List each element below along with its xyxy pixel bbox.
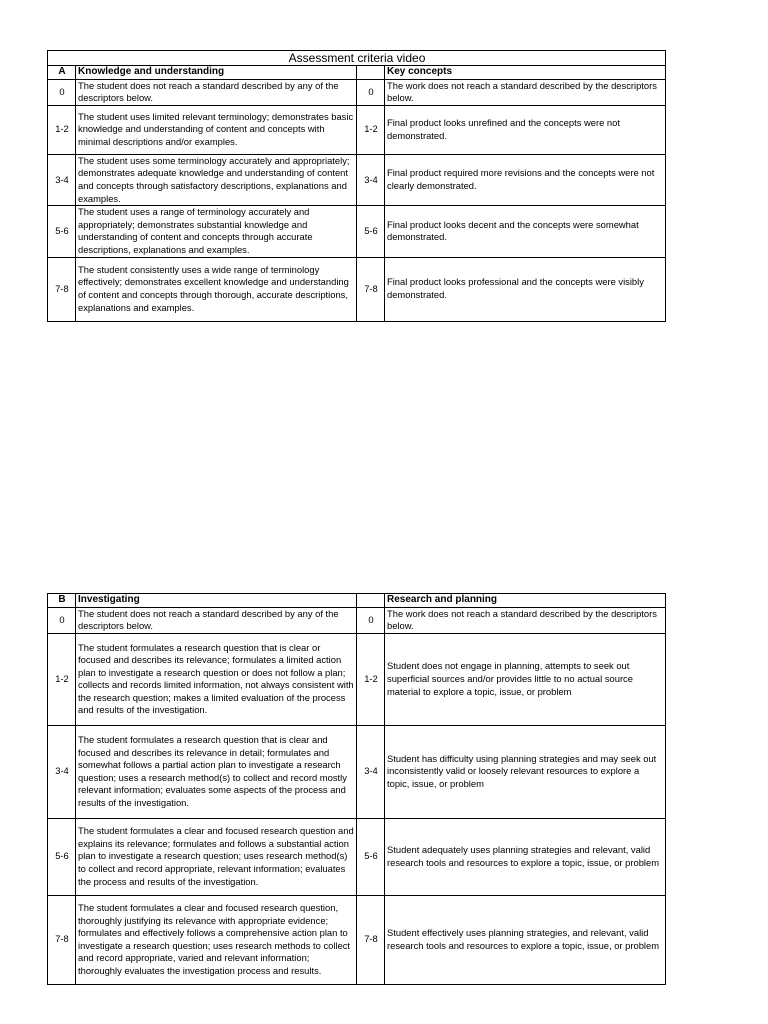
criterion-right-header: Research and planning (385, 594, 666, 608)
level-cell: 1-2 (48, 633, 76, 725)
descriptor-cell: The student formulates a research question that is clear and focused and describes its relevance in detail; formulates and somewhat follows a partial action plan to investigate a research question; uses a research method(s) to collect and record mostly relevant information; evaluates some aspects of the process and results of the investigation. (76, 725, 357, 818)
level-cell: 1-2 (357, 105, 385, 154)
criterion-a-table (47, 50, 666, 322)
level-cell: 7-8 (357, 257, 385, 321)
descriptor-cell: The student uses limited relevant terminology; demonstrates basic knowledge and understanding of content and concepts with minimal descriptions and/or examples. (76, 105, 357, 154)
table-title: Assessment criteria video (48, 51, 666, 66)
level-cell: 5-6 (48, 818, 76, 895)
descriptor-cell: The student uses some terminology accurately and appropriately; demonstrates adequate knowledge and understanding of content and concepts through satisfactory descriptions, explanations and examples. (76, 154, 357, 205)
criterion-letter: A (48, 66, 76, 80)
level-cell: 7-8 (357, 895, 385, 984)
criterion-letter: B (48, 594, 76, 608)
level-cell: 5-6 (48, 206, 76, 257)
level-cell: 0 (48, 607, 76, 633)
descriptor-cell: Final product looks decent and the concepts were somewhat demonstrated. (385, 206, 666, 257)
descriptor-cell: Student has difficulty using planning strategies and may seek out inconsistently valid or loosely relevant resources to explore a topic, issue, or problem (385, 725, 666, 818)
descriptor-cell: Student adequately uses planning strategies and relevant, valid research tools and resources to explore a topic, issue, or problem (385, 818, 666, 895)
descriptor-cell: Final product looks professional and the concepts were visibly demonstrated. (385, 257, 666, 321)
descriptor-cell: The work does not reach a standard described by the descriptors below. (385, 607, 666, 633)
descriptor-cell: Student does not engage in planning, attempts to seek out superficial sources and/or provides little to no actual source material to explore a topic, issue, or problem (385, 633, 666, 725)
level-cell: 5-6 (357, 206, 385, 257)
descriptor-cell: The student does not reach a standard described by any of the descriptors below. (76, 607, 357, 633)
table-row (48, 725, 666, 818)
table-row (48, 257, 666, 321)
level-cell: 1-2 (48, 105, 76, 154)
descriptor-cell: Student effectively uses planning strategies, and relevant, valid research tools and resources to explore a topic, issue, or problem (385, 895, 666, 984)
level-cell: 5-6 (357, 818, 385, 895)
descriptor-cell: The student formulates a research question that is clear or focused and describes its relevance; formulates a limited action plan to investigate a research question or does not follow a plan; collects and records limited information, not always consistent with the research question; makes a limited evaluation of the process and results of the investigation. (76, 633, 357, 725)
level-cell: 0 (357, 79, 385, 105)
level-cell: 1-2 (357, 633, 385, 725)
level-cell: 3-4 (357, 154, 385, 205)
descriptor-cell: The work does not reach a standard described by the descriptors below. (385, 79, 666, 105)
table-row (48, 895, 666, 984)
descriptor-cell: The student formulates a clear and focused research question, thoroughly justifying its relevance with appropriate evidence; formulates and effectively follows a comprehensive action plan to investigate a research question; uses research methods to collect and record appropriate, varied and relevant information; thoroughly evaluates the investigation process and results. (76, 895, 357, 984)
descriptor-cell: The student consistently uses a wide range of terminology effectively; demonstrates excellent knowledge and understanding of content and concepts through thorough, accurate descriptions, explanations and examples. (76, 257, 357, 321)
criterion-left-header: Investigating (76, 594, 357, 608)
table-row (48, 633, 666, 725)
descriptor-cell: The student uses a range of terminology accurately and appropriately; demonstrates substantial knowledge and understanding of content and concepts through accurate descriptions, explanations and examples. (76, 206, 357, 257)
descriptor-cell: The student does not reach a standard described by any of the descriptors below. (76, 79, 357, 105)
descriptor-cell: The student formulates a clear and focused research question and explains its relevance; formulates and follows a substantial action plan to investigate a research question; uses research method(s) to collect and record appropriate, relevant information; evaluates the process and results of the investigation. (76, 818, 357, 895)
criterion-b-table (47, 593, 666, 985)
table-row (48, 607, 666, 633)
table-row (48, 154, 666, 205)
level-cell: 3-4 (48, 725, 76, 818)
level-cell: 0 (357, 607, 385, 633)
level-cell: 7-8 (48, 895, 76, 984)
table-row (48, 818, 666, 895)
criterion-right-header: Key concepts (385, 66, 666, 80)
descriptor-cell: Final product required more revisions and the concepts were not clearly demonstrated. (385, 154, 666, 205)
level-cell: 3-4 (48, 154, 76, 205)
descriptor-cell: Final product looks unrefined and the concepts were not demonstrated. (385, 105, 666, 154)
table-row (48, 105, 666, 154)
table-row (48, 79, 666, 105)
level-cell: 0 (48, 79, 76, 105)
level-cell: 7-8 (48, 257, 76, 321)
level-cell: 3-4 (357, 725, 385, 818)
criterion-left-header: Knowledge and understanding (76, 66, 357, 80)
table-row (48, 206, 666, 257)
